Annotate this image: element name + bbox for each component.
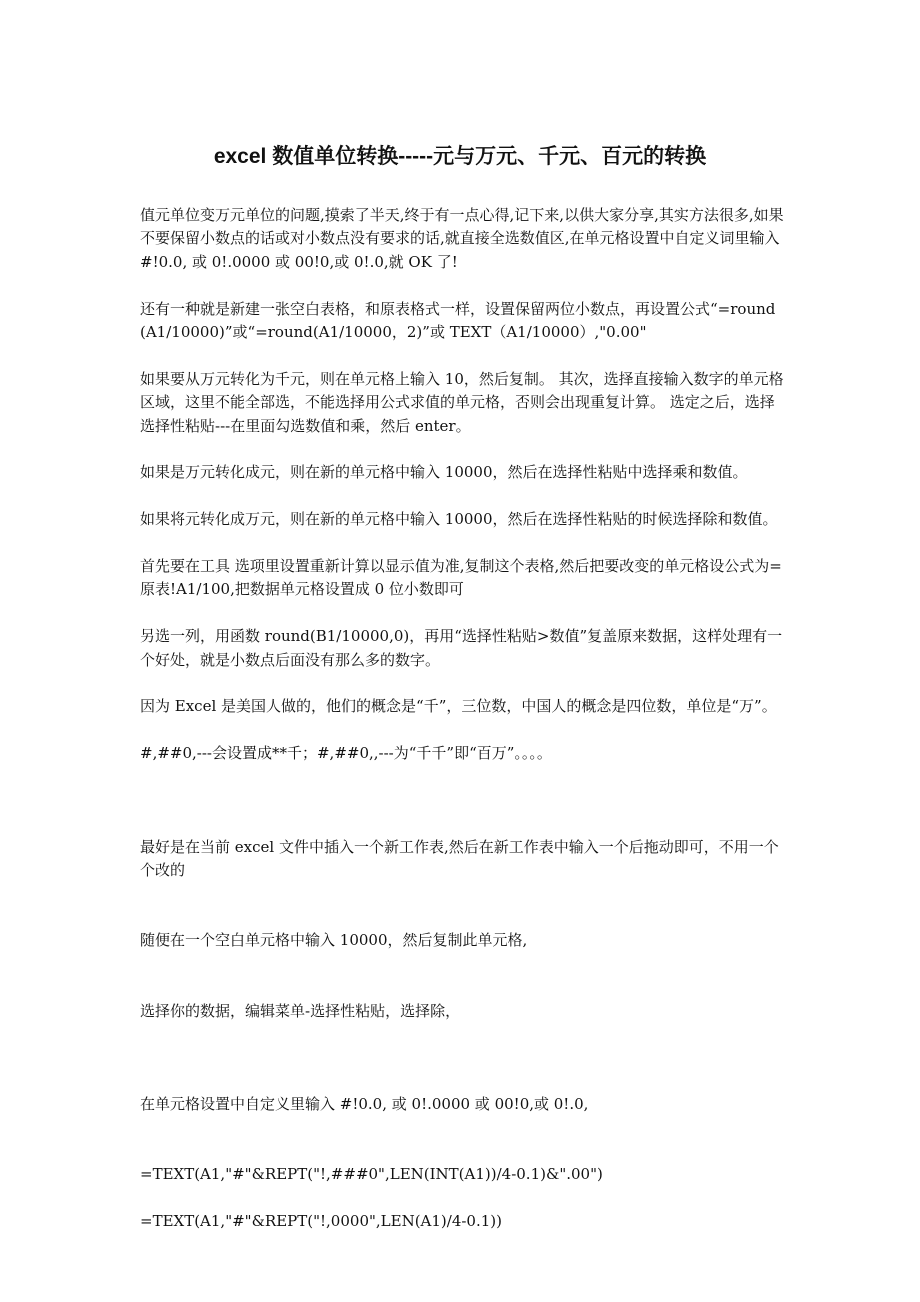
paragraph-intro: 值元单位变万元单位的问题,摸索了半天,终于有一点心得,记下来,以供大家分享,其实方法很多,如果不要保留小数点的话或对小数点没有要求的话,就直接全选数值区,在单元格设置中自定义词里输入#!0.0, 或 0!.0000 或 00!0,或 0!.0,就 OK 了! [140,206,784,271]
paragraph-yuan-to-wan: 如果将元转化成万元，则在新的单元格中输入 10000，然后在选择性粘贴的时候选择除和数值。 [140,510,778,529]
paragraph-line: 最好是在当前 excel 文件中插入一个新工作表,然后在新工作表中输入一个后拖动即可，不用一个个改的 [140,837,779,880]
paragraph-excel-concept: 因为 Excel 是美国人做的，他们的概念是“千”，三位数，中国人的概念是四位数，单位是“万”。 [140,697,777,716]
paragraph-wan-to-yuan: 如果是万元转化成元，则在新的单元格中输入 10000，然后在选择性粘贴中选择乘和数值。 [140,463,748,482]
formula-text-rept-int: =TEXT(A1,"#"&REPT("!,###0",LEN(INT(A1))/4-0.1)&".00") [140,1165,603,1184]
paragraph-round-column: 另选一列，用函数 round(B1/10000,0)，再用“选择性粘贴>数值”复盖原来数据，这样处理有一个好处，就是小数点后面没有那么多的数字。 [140,627,783,669]
paragraph-new-worksheet [140,789,784,1070]
paragraph-custom-format: 在单元格设置中自定义里输入 #!0.0, 或 0!.0000 或 00!0,或 0!.0, [140,1095,589,1114]
blank-line [140,1140,784,1163]
paragraph-wan-to-qian: 如果要从万元转化为千元，则在单元格上输入 10，然后复制。 其次，选择直接输入数字的单元格区域，这里不能全部选，不能选择用公式求值的单元格，否则会出现重复计算。 选定之后，选择选择性粘贴---在里面勾选数值和乘，然后 enter。 [140,369,784,435]
paragraph-line: 随便在一个空白单元格中输入 10000，然后复制此单元格, [140,931,528,950]
paragraph-tools-options: 首先要在工具 选项里设置重新计算以显示值为准,复制这个表格,然后把要改变的单元格设公式为=原表!A1/100,把数据单元格设置成 0 位小数即可 [140,557,782,599]
paragraph-line: 选择你的数据，编辑菜单-选择性粘贴，选择除， [140,1001,461,1020]
formula-text-rept-len: =TEXT(A1,"#"&REPT("!,0000",LEN(A1)/4-0.1)) [140,1212,502,1231]
paragraph-round-formula: 还有一种就是新建一张空白表格，和原表格式一样，设置保留两位小数点，再设置公式“=round(A1/10000)”或“=round(A1/10000，2)”或 TEXT（A1/10000）,"0.00" [140,299,776,342]
document-title: excel 数值单位转换-----元与万元、千元、百元的转换 [213,145,707,168]
paragraph-number-format: #,##0,---会设置成**千；#,##0,,---为“千千”即“百万”。。。。 [140,744,552,763]
document-body [140,204,784,1257]
